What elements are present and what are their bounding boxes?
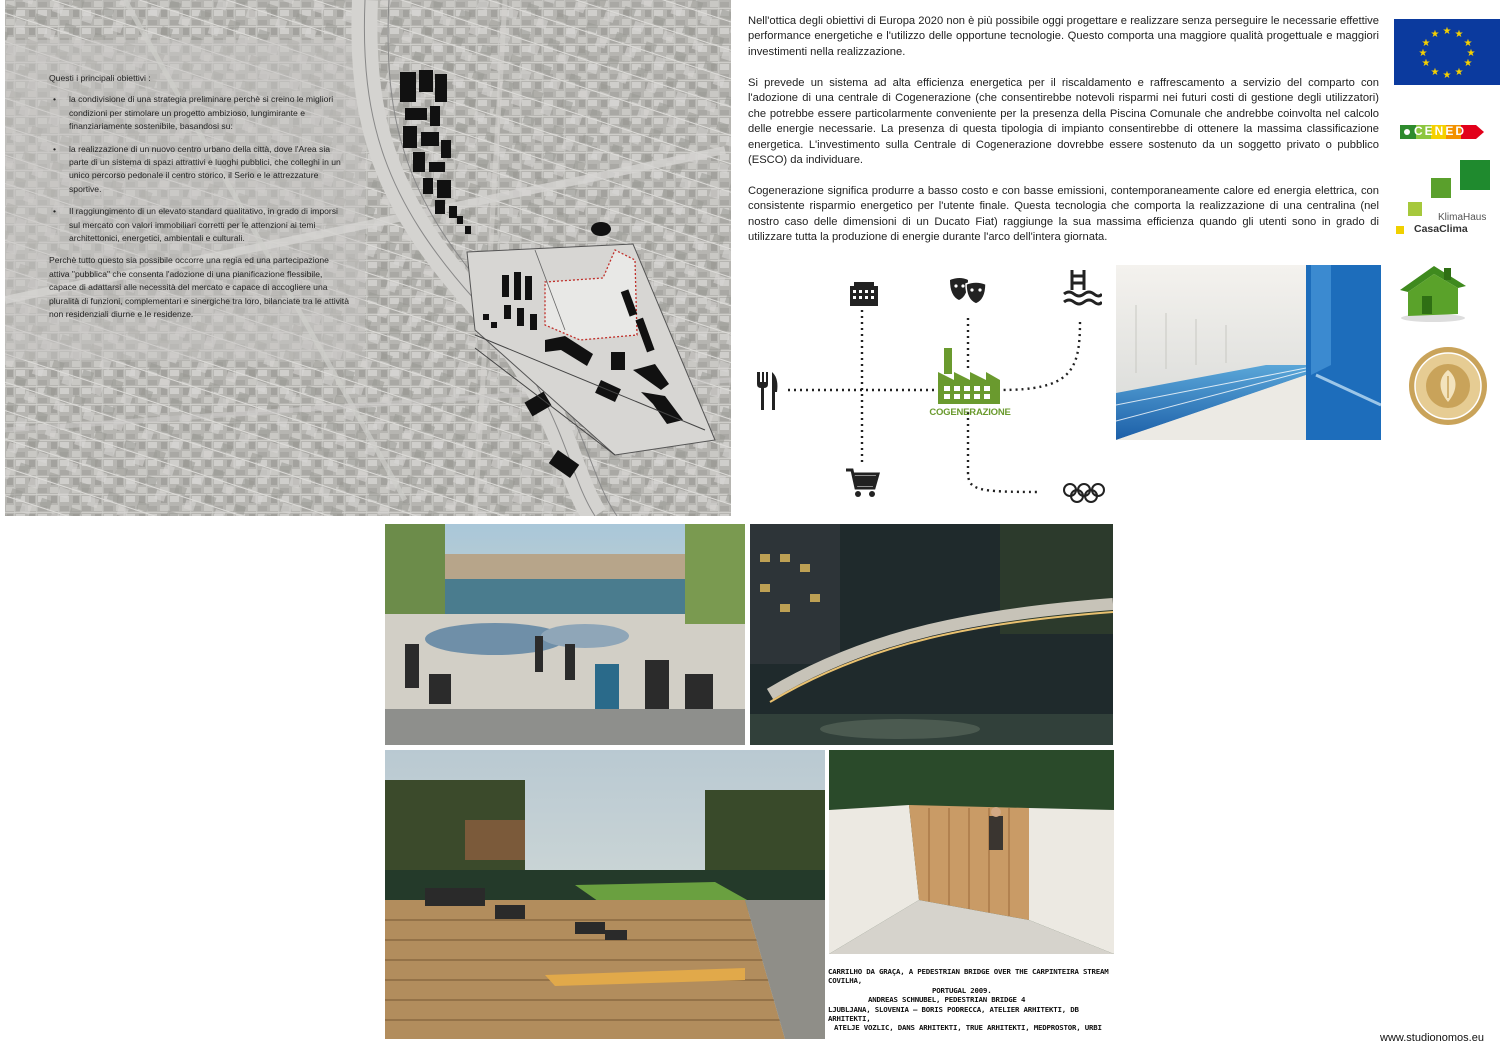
wooden-terrace-park-photo xyxy=(385,750,825,1039)
caption-line: CARRILHO DA GRAÇA, A PEDESTRIAN BRIDGE OVER THE CARPINTEIRA STREAM COVILHA, xyxy=(828,967,1109,986)
svg-text:★: ★ xyxy=(1454,67,1464,78)
green-house-icon xyxy=(1398,262,1468,322)
fork-knife-icon xyxy=(754,370,780,417)
photo-caption xyxy=(828,967,1114,1033)
svg-text:★: ★ xyxy=(1418,48,1428,59)
objectives-text xyxy=(49,72,349,330)
svg-text:★: ★ xyxy=(1430,29,1440,40)
caption-line: LJUBLJANA, SLOVENIA – BORIS PODRECCA, ATELIER ARHITEKTI, DB ARHITEKTI, xyxy=(828,1004,1079,1024)
eu-flag-logo xyxy=(1394,19,1500,85)
wooden-bridge-walkway-photo xyxy=(829,750,1114,954)
swimming-pool-photo xyxy=(1116,265,1381,440)
objective-item: • la condivisione di una strategia preliminare perchè si creino le migliori condizioni per stimolare un progetto ambizioso, lungimirante e finanziariamente sostenibile, basandosi su: xyxy=(67,93,349,133)
energy-paragraph-1 xyxy=(748,14,1379,60)
objective-item: • la realizzazione di un nuovo centro urbano della città, dove l'Area sia parte di un sistema di spazi attrattivi e luoghi pubblici, che colleghi in un unico percorso pedonale il centro storico, il Serio e le attrezzature sportive. xyxy=(67,143,349,197)
objectives-closing: Perchè tutto questo sia possibile occorre una regia ed una partecipazione attiva "pubblica" che consenta l'adozione di una pianificazione flessibile, capace di adattarsi alle necessità del mercato e capace di accogliere una pluralità di funzioni, complementari e sinergiche tra loro, bilanciate tra le attività non residenziali diurne e le residenze. xyxy=(49,255,349,320)
energy-paragraph-2 xyxy=(748,76,1379,168)
klimahaus-text: KlimaHaus xyxy=(1438,212,1487,223)
theater-masks-icon xyxy=(948,276,988,311)
svg-text:★: ★ xyxy=(1466,48,1476,59)
casaclima-text: CasaClima xyxy=(1414,223,1468,235)
house-icon xyxy=(1398,262,1468,322)
objectives-intro: Questi i principali obiettivi : xyxy=(49,73,151,83)
shopping-cart-icon xyxy=(844,466,880,503)
svg-text:★: ★ xyxy=(1463,58,1473,69)
night-bridge-photo xyxy=(750,524,1113,745)
energy-text-p1: Nell'ottica degli obiettivi di Europa 2020 non è più possibile oggi progettare e realizzare senza perseguire le necessarie effettive performance energetiche e l'utilizzo delle opportune tecnologie. Questo comporta una maggiore qualità progettuale e maggiori investimenti nella realizzazione. xyxy=(748,15,1379,58)
svg-text:★: ★ xyxy=(1463,38,1473,49)
svg-text:★: ★ xyxy=(1430,67,1440,78)
svg-text:★: ★ xyxy=(1442,70,1452,81)
svg-text:★: ★ xyxy=(1421,38,1431,49)
seal-icon xyxy=(1408,346,1488,426)
skatepark-riverfront-photo xyxy=(385,524,745,745)
svg-text:★: ★ xyxy=(1421,58,1431,69)
cogeneration-label: COGENERAZIONE xyxy=(929,407,1011,418)
eu-stars-icon xyxy=(1394,19,1500,85)
energy-text-p2: Si prevede un sistema ad alta efficienza energetica per il riscaldamento e raffrescamento a servizio del comparto con l'adozione di una centrale di Cogenerazione (che consentirebbe notevoli risparmi nei futuri costi di gestione degli utilizzatori) che potrebbe essere particolarmente conveniente per la presenza della Piscina Comunale che andrebbe coinvolta nel calcolo delle energie necessarie. La presenza di questa tipologia di impianto consentirebbe di ottenere la massima classificazione energetica. L'investimento sulla Centrale di Cogenerazione dovrebbe essere sostenuto da un soggetto privato o pubblico (ESCO) da individuare. xyxy=(748,77,1379,167)
caption-line: ATELJE VOZLIC, DANS ARHITEKTI, TRUE ARHITEKTI, MEDPROSTOR, URBI xyxy=(834,1023,1102,1033)
caption-line: PORTUGAL 2009. xyxy=(932,985,992,995)
olympic-rings-icon xyxy=(1062,482,1106,509)
caption-line: ANDREAS SCHNUBEL, PEDESTRIAN BRIDGE 4 xyxy=(868,995,1026,1005)
objective-item: • Il raggiungimento di un elevato standard qualitativo, in grado di imporsi sul mercato con valori immobiliari corretti per le attenzioni ai temi architettonici, energetici, ambientali e culturali. xyxy=(67,205,349,245)
svg-text:★: ★ xyxy=(1454,29,1464,40)
objectives-list xyxy=(49,93,349,245)
svg-text:★: ★ xyxy=(1442,26,1452,37)
swimming-icon xyxy=(1062,266,1102,311)
aerial-site-map xyxy=(5,0,731,516)
cened-text: CENED xyxy=(1414,124,1467,138)
green-building-seal-icon xyxy=(1408,346,1488,426)
cogeneration-factory-icon xyxy=(936,346,1002,412)
energy-text-p3: Cogenerazione significa produrre a basso costo e con basse emissioni, contemporaneamente calore ed energia elettrica, con consistente risparmio energetico per l'utente finale. Questa tecnologia che comporta la realizzazione di una centralina (nel nostro caso delle dimensioni di un Ducato Fiat) raggiunge la sua massima efficienza quando gli utenti sono in grado di utilizzare tutta la produzione di energie durante l'arco dell'intera giornata. xyxy=(748,185,1379,244)
cogeneration-diagram xyxy=(740,262,1120,512)
energy-paragraph-3 xyxy=(748,184,1379,246)
building-icon xyxy=(848,280,880,311)
klimahaus-logo xyxy=(1394,160,1494,236)
cened-logo xyxy=(1400,124,1492,140)
footer-website-link[interactable]: www.studionomos.eu xyxy=(1380,1032,1484,1044)
